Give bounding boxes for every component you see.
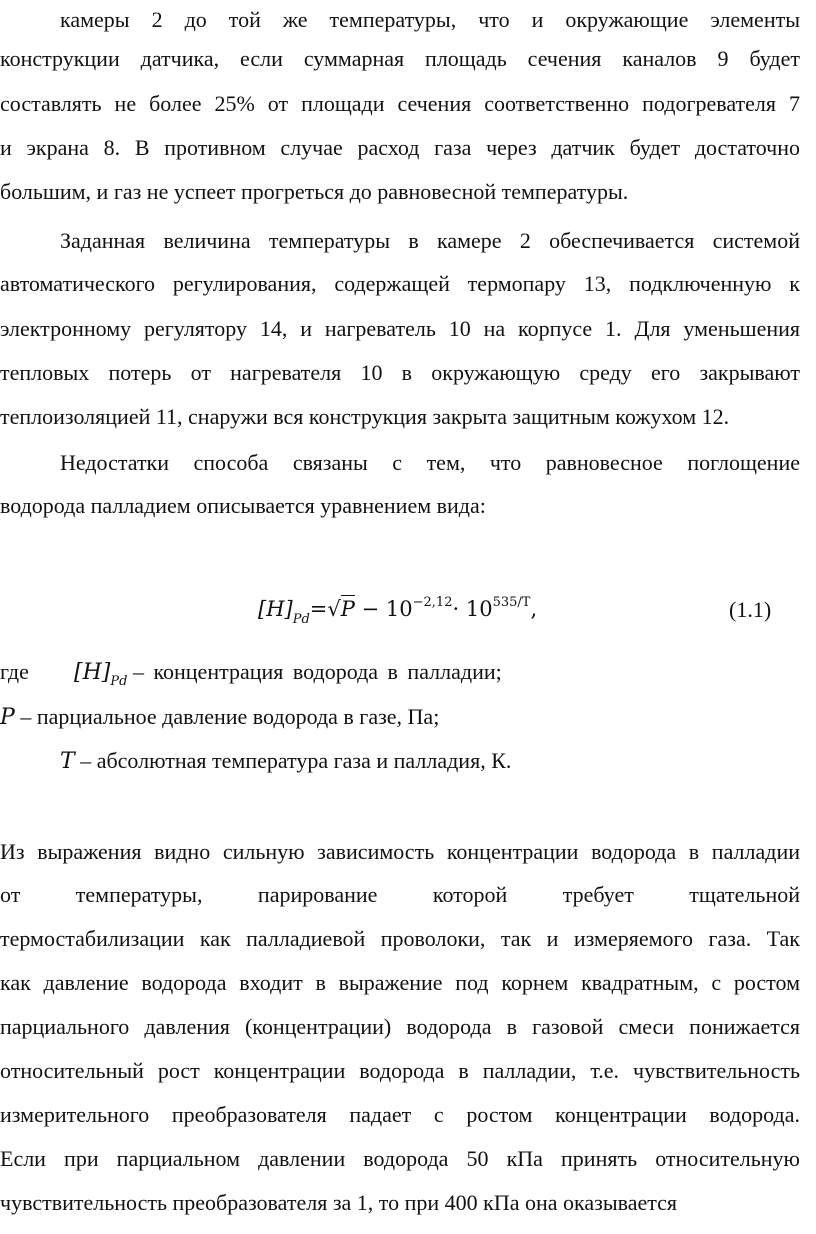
equation-1-1	[258, 592, 537, 630]
legend-h	[74, 658, 544, 690]
eq-term2: $10^{535/T}$	[465, 595, 531, 621]
eq-lhs: $[H]_{Pd}$	[258, 597, 310, 627]
text-line: чувствительность преобразователя за 1, то при 400 кПа она оказывается	[0, 1190, 678, 1215]
text-line: большим, и газ не успеет прогреться до равновесной температуры.	[0, 179, 629, 204]
t-description: – абсолютная температура газа и палладия, К.	[80, 748, 512, 773]
h-subscript: Pd	[110, 674, 128, 689]
text-line: Если при парциальном давлении водорода 50 кПа принять относительную	[0, 1146, 800, 1171]
text-line: конструкции датчика, если суммарная площадь сечения каналов 9 будет	[0, 46, 800, 71]
text-line: и экрана 8. В противном случае расход газа через датчик будет достаточно	[0, 135, 800, 160]
text-line: камеры 2 до той же температуры, что и окружающие элементы	[60, 7, 800, 32]
text-line: электронному регулятору 14, и нагреватель 10 на корпусе 1. Для уменьшения	[0, 316, 800, 341]
equation-number: (1.1)	[729, 597, 772, 622]
text-line: тепловых потерь от нагревателя 10 в окружающую среду его закрывают	[0, 360, 800, 385]
h-symbol: [H]	[74, 660, 111, 685]
eq-dot: ·	[452, 597, 460, 621]
where-word: где	[0, 659, 29, 684]
h-description: – концентрация водорода в палладии;	[132, 659, 502, 684]
legend-t	[60, 747, 816, 776]
eq-term1: $10^{-2,12}$	[385, 595, 453, 621]
legend-p	[0, 703, 800, 732]
text-line: относительный рост концентрации водорода в палладии, т.е. чувствительность	[0, 1058, 800, 1083]
p-description: – парциальное давление водорода в газе, Па;	[20, 704, 440, 729]
t-symbol: T	[60, 749, 75, 774]
eq-comma: ,	[530, 597, 538, 621]
eq-sqrt: √P	[327, 597, 355, 621]
text-line: составлять не более 25% от площади сечения соответственно подогревателя 7	[0, 91, 800, 116]
text-line: Недостатки способа связаны с тем, что равновесное поглощение	[60, 450, 800, 475]
text-line: от температуры, парирование которой требует тщательной	[0, 882, 800, 907]
text-line: измерительного преобразователя падает с ростом концентрации водорода.	[0, 1102, 800, 1127]
eq-minus: −	[361, 597, 380, 621]
p-symbol: P	[0, 705, 15, 730]
text-line: автоматического регулирования, содержащей термопару 13, подключенную к	[0, 271, 800, 296]
text-line: Из выражения видно сильную зависимость концентрации водорода в палладии	[0, 839, 800, 864]
text-line: теплоизоляцией 11, снаружи вся конструкция закрыта защитным кожухом 12.	[0, 404, 730, 429]
eq-equals: =	[309, 597, 328, 621]
text-line: Заданная величина температуры в камере 2 обеспечивается системой	[60, 228, 800, 253]
text-line: водорода палладием описывается уравнением вида:	[0, 493, 486, 518]
text-line: как давление водорода входит в выражение под корнем квадратным, с ростом	[0, 970, 800, 995]
text-line: парциального давления (концентрации) водорода в газовой смеси понижается	[0, 1014, 800, 1039]
text-line: термостабилизации как палладиевой проволоки, так и измеряемого газа. Так	[0, 926, 800, 951]
